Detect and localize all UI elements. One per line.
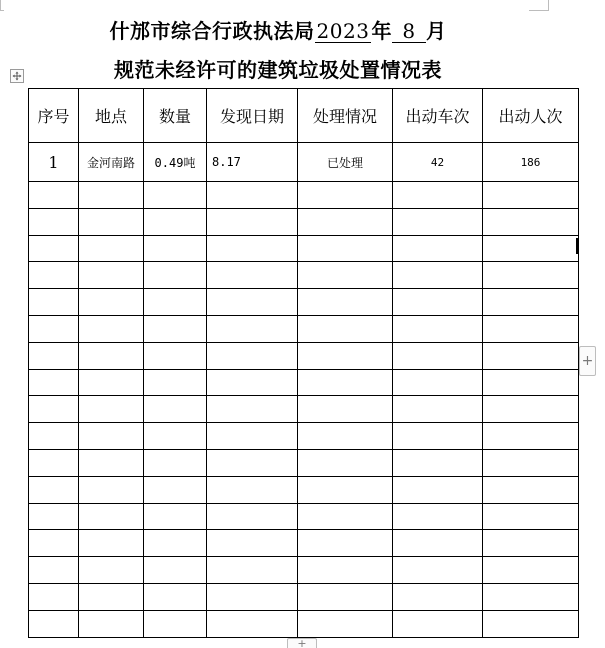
cell-location[interactable] [79, 449, 144, 476]
table-row [29, 449, 579, 476]
cell-location[interactable] [79, 262, 144, 289]
table-row [29, 143, 579, 182]
cell-seq[interactable] [29, 262, 79, 289]
cell-date[interactable] [207, 262, 298, 289]
cell-date[interactable] [207, 557, 298, 584]
cell-personnel[interactable] [483, 583, 579, 610]
table-row [29, 289, 579, 316]
cell-status[interactable] [298, 610, 393, 637]
title-prefix: 什邡市综合行政执法局 [109, 19, 315, 43]
cell-date[interactable] [207, 342, 298, 369]
cell-quantity[interactable] [144, 583, 207, 610]
cell-date[interactable] [207, 182, 298, 209]
table-row [29, 235, 579, 262]
cell-seq[interactable] [29, 315, 79, 342]
table-row [29, 315, 579, 342]
cell-seq[interactable] [29, 342, 79, 369]
cell-status[interactable] [298, 182, 393, 209]
cell-quantity[interactable] [144, 315, 207, 342]
cell-location[interactable] [79, 208, 144, 235]
cell-seq[interactable] [29, 235, 79, 262]
cell-status[interactable] [298, 530, 393, 557]
table-row [29, 503, 579, 530]
cell-seq[interactable] [29, 449, 79, 476]
cell-quantity[interactable] [144, 449, 207, 476]
cell-personnel[interactable] [483, 503, 579, 530]
cell-personnel[interactable] [483, 423, 579, 450]
cell-personnel[interactable] [483, 262, 579, 289]
title-year-suffix: 年 [371, 19, 392, 43]
cell-seq[interactable] [29, 289, 79, 316]
table-row [29, 557, 579, 584]
cell-quantity[interactable] [144, 235, 207, 262]
cell-location[interactable] [79, 423, 144, 450]
cell-status[interactable] [298, 423, 393, 450]
cell-seq[interactable] [29, 369, 79, 396]
add-row-button[interactable]: + [287, 638, 317, 648]
cell-location[interactable] [79, 557, 144, 584]
header-cell-location[interactable]: 地点 [79, 89, 144, 143]
table-row [29, 530, 579, 557]
cell-vehicle-trips[interactable] [393, 449, 483, 476]
cell-quantity[interactable] [144, 208, 207, 235]
cell-status[interactable] [298, 557, 393, 584]
cell-seq[interactable] [29, 476, 79, 503]
cell-location[interactable] [79, 530, 144, 557]
table-row [29, 610, 579, 637]
header-cell-status[interactable]: 处理情况 [298, 89, 393, 143]
cell-vehicle-trips[interactable] [393, 208, 483, 235]
cell-vehicle-trips[interactable] [393, 315, 483, 342]
cell-quantity[interactable] [144, 530, 207, 557]
title-month-suffix: 月 [425, 19, 447, 43]
cell-quantity[interactable] [144, 342, 207, 369]
cell-personnel[interactable] [483, 449, 579, 476]
cell-date[interactable] [207, 449, 298, 476]
cell-status[interactable]: 已处理 [298, 143, 393, 182]
cell-date[interactable] [207, 396, 298, 423]
header-cell-vehicle-trips[interactable]: 出动车次 [393, 89, 483, 143]
cell-status[interactable] [298, 476, 393, 503]
table-header-row [29, 89, 579, 143]
add-column-button[interactable]: + [579, 346, 596, 376]
cell-quantity[interactable] [144, 262, 207, 289]
crop-mark-top-left-h [0, 10, 4, 11]
cell-personnel[interactable] [483, 235, 579, 262]
cell-seq[interactable] [29, 396, 79, 423]
cell-status[interactable] [298, 342, 393, 369]
move-arrows-icon [12, 71, 22, 81]
cell-date[interactable]: 8.17 [207, 143, 298, 182]
cell-quantity[interactable] [144, 503, 207, 530]
cell-status[interactable] [298, 449, 393, 476]
title-month-field[interactable]: 8 [392, 20, 426, 43]
cell-status[interactable] [298, 503, 393, 530]
table-row [29, 342, 579, 369]
cell-quantity[interactable] [144, 476, 207, 503]
cell-quantity[interactable] [144, 369, 207, 396]
cell-personnel[interactable]: 186 [483, 143, 579, 182]
table-row [29, 208, 579, 235]
cell-location[interactable] [79, 182, 144, 209]
cell-personnel[interactable] [483, 182, 579, 209]
cell-seq[interactable] [29, 503, 79, 530]
table-row [29, 369, 579, 396]
cell-vehicle-trips[interactable] [393, 423, 483, 450]
crop-mark-top-right-h [529, 10, 549, 11]
header-cell-quantity[interactable]: 数量 [144, 89, 207, 143]
cell-seq[interactable] [29, 208, 79, 235]
cell-vehicle-trips[interactable] [393, 342, 483, 369]
cell-location[interactable] [79, 583, 144, 610]
table-row [29, 262, 579, 289]
cell-seq[interactable] [29, 423, 79, 450]
cell-location[interactable] [79, 342, 144, 369]
cell-vehicle-trips[interactable] [393, 182, 483, 209]
cell-vehicle-trips[interactable] [393, 262, 483, 289]
cell-location[interactable] [79, 289, 144, 316]
cell-personnel[interactable] [483, 476, 579, 503]
document-title-line-1 [0, 15, 556, 44]
disposal-table [28, 88, 579, 638]
cell-date[interactable] [207, 476, 298, 503]
cell-personnel[interactable] [483, 289, 579, 316]
header-cell-personnel[interactable]: 出动人次 [483, 89, 579, 143]
cell-personnel[interactable] [483, 530, 579, 557]
cell-date[interactable] [207, 530, 298, 557]
cell-seq[interactable] [29, 583, 79, 610]
cell-personnel[interactable] [483, 610, 579, 637]
cell-date[interactable] [207, 315, 298, 342]
cell-status[interactable] [298, 396, 393, 423]
cell-location[interactable] [79, 315, 144, 342]
text-cursor [576, 238, 579, 254]
cell-vehicle-trips[interactable] [393, 396, 483, 423]
cell-quantity[interactable] [144, 289, 207, 316]
table-row [29, 182, 579, 209]
cell-quantity[interactable]: 0.49吨 [144, 143, 207, 182]
cell-status[interactable] [298, 208, 393, 235]
cell-quantity[interactable] [144, 557, 207, 584]
cell-location[interactable] [79, 476, 144, 503]
table-row [29, 583, 579, 610]
cell-quantity[interactable] [144, 182, 207, 209]
table-move-handle[interactable] [10, 69, 24, 83]
cell-date[interactable] [207, 369, 298, 396]
header-cell-date[interactable]: 发现日期 [207, 89, 298, 143]
cell-personnel[interactable] [483, 396, 579, 423]
cell-seq[interactable] [29, 530, 79, 557]
table-row [29, 476, 579, 503]
cell-location[interactable] [79, 369, 144, 396]
cell-date[interactable] [207, 235, 298, 262]
cell-status[interactable] [298, 262, 393, 289]
cell-status[interactable] [298, 369, 393, 396]
cell-quantity[interactable] [144, 610, 207, 637]
cell-date[interactable] [207, 583, 298, 610]
cell-vehicle-trips[interactable] [393, 557, 483, 584]
cell-seq[interactable] [29, 610, 79, 637]
cell-status[interactable] [298, 289, 393, 316]
cell-personnel[interactable] [483, 342, 579, 369]
cell-date[interactable] [207, 610, 298, 637]
cell-location[interactable]: 金河南路 [79, 143, 144, 182]
cell-status[interactable] [298, 315, 393, 342]
cell-location[interactable] [79, 503, 144, 530]
cell-vehicle-trips[interactable] [393, 476, 483, 503]
cell-personnel[interactable] [483, 557, 579, 584]
cell-vehicle-trips[interactable] [393, 369, 483, 396]
cell-date[interactable] [207, 423, 298, 450]
cell-vehicle-trips[interactable] [393, 610, 483, 637]
title-year-field[interactable]: 2023 [316, 19, 370, 43]
cell-seq[interactable]: 1 [29, 143, 79, 182]
cell-personnel[interactable] [483, 369, 579, 396]
cell-quantity[interactable] [144, 423, 207, 450]
document-title-line-2: 规范未经许可的建筑垃圾处置情况表 [114, 58, 442, 82]
cell-vehicle-trips[interactable] [393, 583, 483, 610]
cell-location[interactable] [79, 235, 144, 262]
cell-date[interactable] [207, 503, 298, 530]
cell-vehicle-trips[interactable] [393, 289, 483, 316]
table-row [29, 423, 579, 450]
table-row [29, 396, 579, 423]
cell-status[interactable] [298, 583, 393, 610]
cell-quantity[interactable] [144, 396, 207, 423]
cell-seq[interactable] [29, 557, 79, 584]
cell-vehicle-trips[interactable] [393, 235, 483, 262]
cell-date[interactable] [207, 208, 298, 235]
cell-vehicle-trips[interactable] [393, 530, 483, 557]
cell-seq[interactable] [29, 182, 79, 209]
cell-personnel[interactable] [483, 208, 579, 235]
cell-location[interactable] [79, 396, 144, 423]
cell-date[interactable] [207, 289, 298, 316]
cell-location[interactable] [79, 610, 144, 637]
cell-vehicle-trips[interactable]: 42 [393, 143, 483, 182]
cell-vehicle-trips[interactable] [393, 503, 483, 530]
header-cell-seq[interactable]: 序号 [29, 89, 79, 143]
cell-personnel[interactable] [483, 315, 579, 342]
cell-status[interactable] [298, 235, 393, 262]
